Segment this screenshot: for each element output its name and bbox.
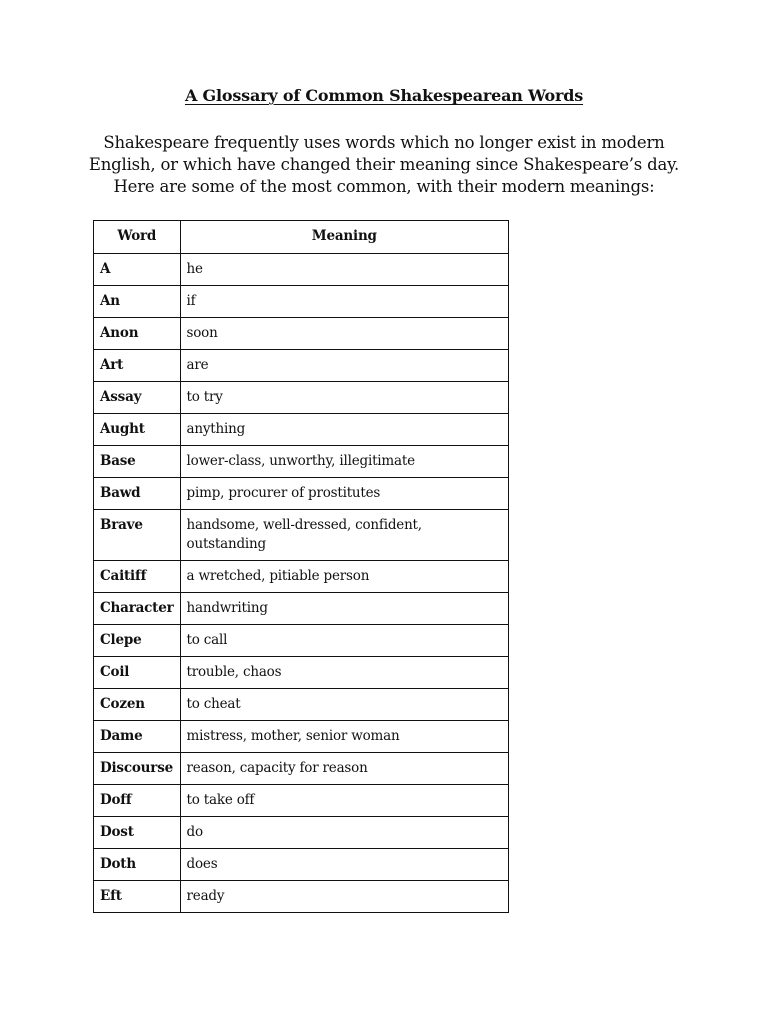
meaning-cell: pimp, procurer of prostitutes [180, 478, 508, 510]
meaning-cell: reason, capacity for reason [180, 753, 508, 785]
table-row [94, 510, 509, 561]
page-title: A Glossary of Common Shakespearean Words [184, 86, 584, 105]
table-row [94, 753, 509, 785]
intro-line: Shakespeare frequently uses words which no longer exist in modern [103, 133, 665, 152]
meaning-cell: handwriting [180, 593, 508, 625]
word-cell: Base [94, 446, 181, 478]
table-row [94, 785, 509, 817]
table-row [94, 478, 509, 510]
meaning-cell: he [180, 254, 508, 286]
table-row [94, 849, 509, 881]
word-cell: Character [94, 593, 181, 625]
word-cell: Dame [94, 721, 181, 753]
column-header-word: Word [94, 221, 181, 254]
table-row [94, 414, 509, 446]
word-cell: Aught [94, 414, 181, 446]
meaning-cell: handsome, well-dressed, confident, outstanding [180, 510, 508, 561]
meaning-cell: if [180, 286, 508, 318]
meaning-cell: to cheat [180, 689, 508, 721]
meaning-cell: to take off [180, 785, 508, 817]
intro-line: Here are some of the most common, with their modern meanings: [113, 177, 655, 196]
meaning-cell: anything [180, 414, 508, 446]
table-row [94, 657, 509, 689]
word-cell: Bawd [94, 478, 181, 510]
word-cell: Brave [94, 510, 181, 561]
meaning-cell: do [180, 817, 508, 849]
word-cell: Dost [94, 817, 181, 849]
word-cell: Coil [94, 657, 181, 689]
word-cell: Doff [94, 785, 181, 817]
word-cell: Art [94, 350, 181, 382]
meaning-cell: to call [180, 625, 508, 657]
table-row [94, 689, 509, 721]
meaning-cell: does [180, 849, 508, 881]
meaning-cell: soon [180, 318, 508, 350]
word-cell: Eft [94, 881, 181, 913]
word-cell: An [94, 286, 181, 318]
meaning-cell: are [180, 350, 508, 382]
word-cell: Cozen [94, 689, 181, 721]
table-row [94, 446, 509, 478]
glossary-table-body [94, 254, 509, 913]
table-row [94, 593, 509, 625]
table-row [94, 382, 509, 414]
word-cell: A [94, 254, 181, 286]
meaning-cell: mistress, mother, senior woman [180, 721, 508, 753]
glossary-table [93, 220, 509, 913]
meaning-cell: trouble, chaos [180, 657, 508, 689]
table-row [94, 254, 509, 286]
column-header-meaning: Meaning [180, 221, 508, 254]
meaning-cell: lower-class, unworthy, illegitimate [180, 446, 508, 478]
meaning-cell: a wretched, pitiable person [180, 561, 508, 593]
intro-line: English, or which have changed their meaning since Shakespeare’s day. [88, 155, 680, 174]
table-row [94, 318, 509, 350]
word-cell: Anon [94, 318, 181, 350]
word-cell: Caitiff [94, 561, 181, 593]
table-row [94, 721, 509, 753]
meaning-cell: to try [180, 382, 508, 414]
word-cell: Clepe [94, 625, 181, 657]
table-header-row [94, 221, 509, 254]
table-row [94, 561, 509, 593]
table-row [94, 881, 509, 913]
word-cell: Assay [94, 382, 181, 414]
meaning-cell: ready [180, 881, 508, 913]
table-row [94, 625, 509, 657]
table-row [94, 350, 509, 382]
word-cell: Discourse [94, 753, 181, 785]
table-row [94, 286, 509, 318]
word-cell: Doth [94, 849, 181, 881]
intro-paragraph [84, 132, 684, 198]
table-row [94, 817, 509, 849]
